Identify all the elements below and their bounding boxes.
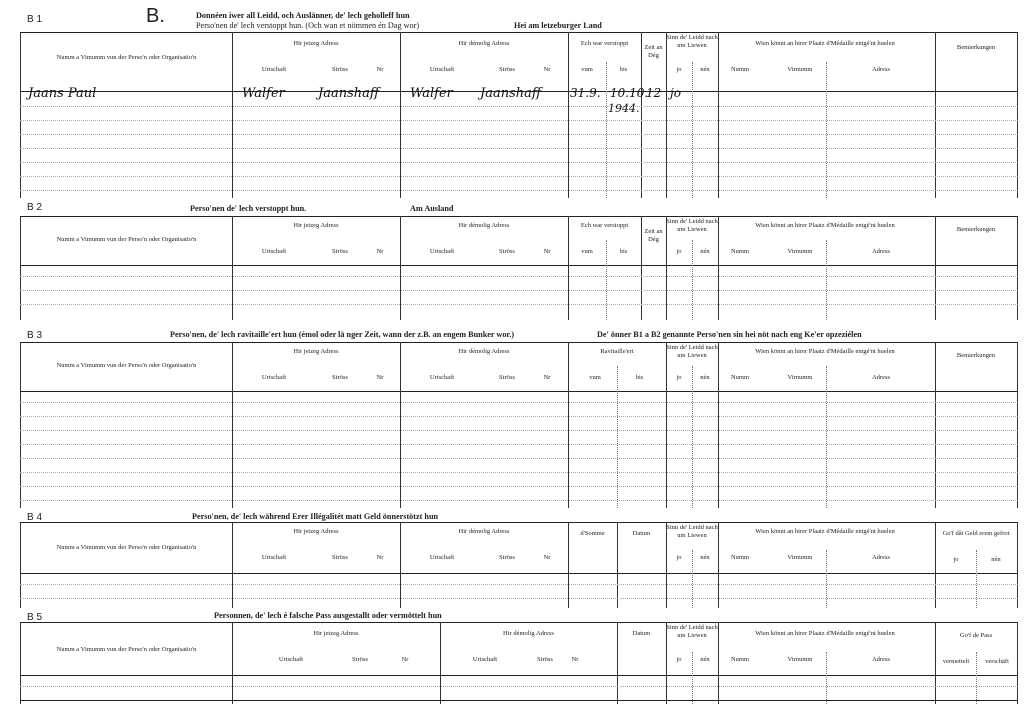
section-id-b2: B 2 — [27, 202, 43, 213]
section-b2 — [20, 200, 1018, 322]
entry-days: 12 — [646, 86, 662, 100]
nr-label: Nr — [376, 554, 384, 561]
name-col-label: Numm a Vimumm vun der Perso'n oder Organisatio'n — [56, 544, 197, 551]
remarks-label: Bemierkungen — [956, 352, 996, 359]
alive-label: Sinn de' Leidd nach um Liewen — [666, 344, 718, 359]
entry-former-town: Walfer — [410, 86, 453, 101]
entry-alive: jo — [670, 86, 681, 100]
nr-label: Nr — [543, 374, 551, 381]
town-label: Urtschaft — [429, 374, 455, 381]
header-intro-line2: Perso'nen de' lech verstoppt hun. (Och wan et nömmen én Dag wor) — [196, 21, 420, 30]
entry-to: 10.10. — [610, 86, 649, 100]
b2-location: Am Ausland — [410, 204, 454, 213]
nr-label: Nr — [543, 554, 551, 561]
to-label: bis — [635, 374, 644, 381]
section-b4 — [20, 510, 1018, 610]
medal-name-label: Numm — [730, 554, 750, 561]
current-address-label: Hir jetzeg Adress — [293, 348, 339, 355]
nr-label: Nr — [401, 656, 409, 663]
medal-name-label: Numm — [730, 66, 750, 73]
b5-title: Personnen, de' lech é falsche Pass ausgestallt oder vermöttelt hun — [214, 611, 442, 620]
section-id-b1: B 1 — [27, 14, 43, 25]
nr-label: Nr — [376, 374, 384, 381]
medal-firstname-label: Virnumm — [787, 248, 813, 255]
former-address-label: Hir démolig Adress — [458, 348, 510, 355]
medal-label: Wien könnt an hirer Plaatz d'Médaille entgé'nt huelen — [755, 528, 895, 535]
alive-label: Sinn de' Leidd nach um Liewen — [666, 624, 718, 639]
former-address-label: Hir démolig Adress — [458, 528, 510, 535]
name-col-label: Numm a Vimumm vun der Perso'n oder Organisatio'n — [56, 54, 197, 61]
b3-title: Perso'nen, de' lech ravitaille'ert hun (émol oder lä nger Zeit, wann der z.B. an engem Bunker wor.) — [170, 330, 515, 339]
supplied-label: Ravitaille'ert — [600, 348, 634, 355]
date-label: Datum — [632, 530, 651, 537]
name-col-label: Numm a Vimumm vun der Perso'n oder Organisatio'n — [56, 646, 197, 653]
header-intro-line1: Donnéen iwer all Leidd, och Auslänner, de' lech geholleff hun — [196, 11, 410, 20]
town-label: Urtschaft — [261, 66, 287, 73]
from-label: vum — [581, 66, 593, 73]
b3-note: De' önner B1 a B2 genannte Perso'nen sin hei nöt nach eng Ke'er opzeziélen — [597, 330, 862, 339]
medal-label: Wien könnt an hirer Plaatz d'Médaille entgé'nt huelen — [755, 40, 895, 47]
town-label: Urtschaft — [429, 66, 455, 73]
to-label: bis — [619, 248, 628, 255]
from-label: vum — [589, 374, 601, 381]
street-label: Ströss — [332, 66, 348, 73]
section-id-b5: B 5 — [27, 612, 43, 623]
no-label: nén — [700, 656, 710, 663]
former-address-label: Hir démolig Adress — [458, 40, 510, 47]
medal-address-label: Adress — [871, 656, 891, 663]
nr-label: Nr — [571, 656, 579, 663]
medal-label: Wien könnt an hirer Plaatz d'Médaille entgé'nt huelen — [755, 222, 895, 229]
street-label: Ströss — [499, 554, 515, 561]
medal-address-label: Adress — [871, 66, 891, 73]
section-id-b3: B 3 — [27, 330, 43, 341]
no-label: nén — [700, 374, 710, 381]
street-label: Ströss — [332, 554, 348, 561]
town-label: Urtschaft — [261, 374, 287, 381]
entry-former-street: Jaanshaff — [480, 86, 542, 101]
nr-label: Nr — [543, 66, 551, 73]
current-address-label: Hir jetzeg Adress — [313, 630, 359, 637]
time-days-label: Zeit an Dég — [644, 228, 663, 243]
from-label: vum — [581, 248, 593, 255]
entry-from: 31.9. — [570, 86, 601, 100]
no-label: nén — [700, 554, 710, 561]
town-label: Urtschaft — [429, 554, 455, 561]
time-days-label: Zeit an Dég — [644, 44, 663, 59]
town-label: Urtschaft — [261, 554, 287, 561]
sum-label: d'Somme — [580, 530, 605, 537]
entry-current-street: Jaanshaff — [318, 86, 380, 101]
medal-label: Wien könnt an hirer Plaatz d'Médaille entgé'nt huelen — [755, 348, 895, 355]
town-label: Urtschaft — [278, 656, 304, 663]
remarks-label: Bemierkungen — [956, 226, 996, 233]
yes-label: jo — [676, 554, 682, 561]
entry-to-year: 1944. — [608, 102, 640, 115]
pass-label: Go'f de Pass — [959, 632, 993, 639]
no-label: nén — [700, 248, 710, 255]
hidden-label: Ech war verstoppt — [580, 222, 629, 229]
page-letter: B. — [146, 5, 165, 27]
yes-label: jo — [676, 66, 682, 73]
entry-name: Jaans Paul — [28, 86, 97, 101]
yes-label: jo — [676, 374, 682, 381]
yes-label: jo — [953, 556, 959, 563]
former-address-label: Hir démolig Adress — [503, 630, 554, 637]
entry-current-town: Walfer — [242, 86, 285, 101]
b2-title: Perso'nen de' lech verstoppt hun. — [190, 204, 307, 213]
former-address-label: Hir démolig Adress — [458, 222, 510, 229]
b4-title: Perso'nen, de' lech während Erer Illégalitét matt Geld önnerstötzt hun — [192, 512, 439, 521]
remarks-label: Bemierkungen — [956, 44, 996, 51]
current-address-label: Hir jetzeg Adress — [293, 528, 339, 535]
no-label: nén — [700, 66, 710, 73]
street-label: Ströss — [332, 374, 348, 381]
issued-label: vermettelt — [942, 658, 970, 665]
current-address-label: Hir jetzeg Adress — [293, 40, 339, 47]
name-col-label: Numm a Vimumm vun der Perso'n oder Organisatio'n — [56, 362, 197, 369]
section-id-b4: B 4 — [27, 512, 43, 523]
medal-firstname-label: Virnumm — [787, 374, 813, 381]
street-label: Ströss — [352, 656, 368, 663]
hidden-label: Ech war verstoppt — [580, 40, 629, 47]
name-col-label: Numm a Vimumm vun der Perso'n oder Organisatio'n — [56, 236, 197, 243]
medal-name-label: Numm — [730, 656, 750, 663]
to-label: bis — [619, 66, 628, 73]
medal-name-label: Numm — [730, 248, 750, 255]
town-label: Urtschaft — [429, 248, 455, 255]
medal-firstname-label: Virnumm — [787, 554, 813, 561]
medal-firstname-label: Virnumm — [787, 66, 813, 73]
yes-label: jo — [676, 248, 682, 255]
medal-label: Wien könnt an hirer Plaatz d'Médaille entgé'nt huelen — [755, 630, 895, 637]
medal-firstname-label: Virnumm — [787, 656, 813, 663]
b1-location: Hei am letzeburger Land — [514, 21, 602, 30]
street-label: Ströss — [499, 66, 515, 73]
current-address-label: Hir jetzeg Adress — [293, 222, 339, 229]
section-b5 — [20, 610, 1018, 712]
street-label: Ströss — [499, 248, 515, 255]
alive-label: Sinn de' Leidd nach um Liewen — [666, 218, 718, 233]
street-label: Ströss — [499, 374, 515, 381]
medal-address-label: Adress — [871, 554, 891, 561]
medal-address-label: Adress — [871, 248, 891, 255]
nr-label: Nr — [376, 66, 384, 73]
medal-address-label: Adress — [871, 374, 891, 381]
yes-label: jo — [676, 656, 682, 663]
alive-label: Sinn de' Leidd nach um Liewen — [666, 524, 718, 539]
nr-label: Nr — [376, 248, 384, 255]
street-label: Ströss — [332, 248, 348, 255]
section-b1 — [20, 5, 1018, 200]
section-b3 — [20, 322, 1018, 510]
town-label: Urtschaft — [261, 248, 287, 255]
alive-label: Sinn de' Leidd nach um Liewen — [666, 34, 718, 49]
town-label: Urtschaft — [472, 656, 498, 663]
medal-name-label: Numm — [730, 374, 750, 381]
forged-label: verschäft — [985, 658, 1009, 665]
date-label: Datum — [632, 630, 651, 637]
money-returned-label: Go'f dât Geld erem gefrot — [942, 530, 1010, 537]
nr-label: Nr — [543, 248, 551, 255]
street-label: Ströss — [537, 656, 553, 663]
no-label: nén — [991, 556, 1001, 563]
